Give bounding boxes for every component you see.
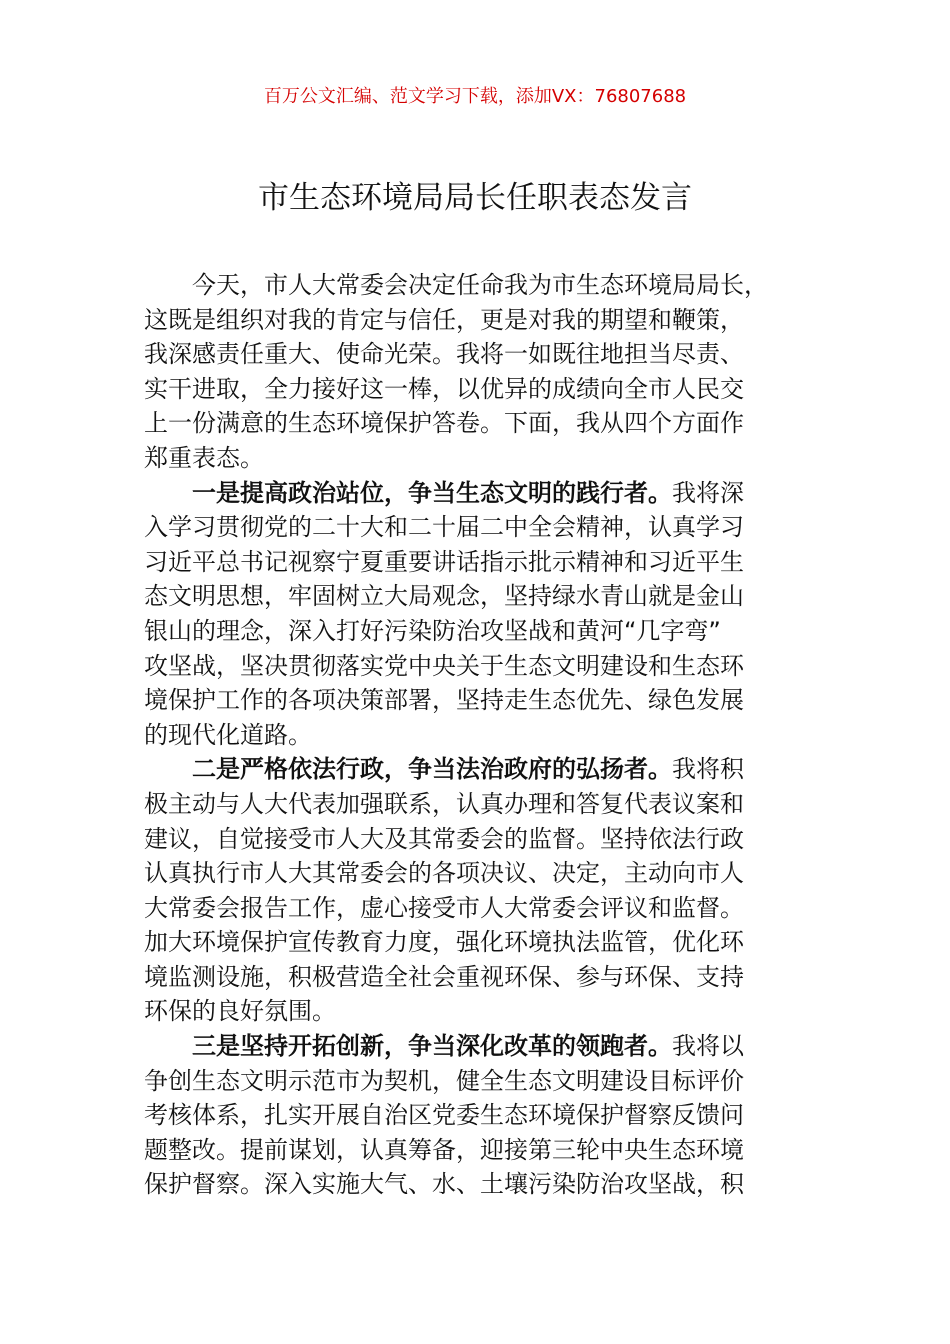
text-line: 我深感责任重大、使命光荣。我将一如既往地担当尽责、 [144,340,744,369]
page-title: 市生态环境局局长任职表态发言 [258,180,692,216]
point-heading: 三是坚持开拓创新，争当深化改革的领跑者。 [192,1032,672,1061]
point-heading: 二是严格依法行政，争当法治政府的弘扬者。 [192,755,672,784]
text-line [144,752,804,787]
text-line: 极主动与人大代表加强联系，认真办理和答复代表议案和 [144,789,744,818]
line-text: 我将以 [672,1032,744,1061]
text-line: 建议，自觉接受市人大及其常委会的监督。坚持依法行政 [144,824,744,853]
text-line: 这既是组织对我的肯定与信任，更是对我的期望和鞭策， [144,305,744,334]
text-line: 大常委会报告工作，虚心接受市人大常委会评议和监督。 [144,893,744,922]
line-text: 我将深 [672,478,744,507]
text-line: 认真执行市人大其常委会的各项决议、决定，主动向市人 [144,859,744,888]
text-line: 今天，市人大常委会决定任命我为市生态环境局局长， [192,271,768,299]
text-line: 加大环境保护宣传教育力度，强化环境执法监管，优化环 [144,928,744,957]
text-line: 的现代化道路。 [144,720,312,749]
text-line: 考核体系，扎实开展自治区党委生态环境保护督察反馈问 [144,1101,744,1130]
text-line: 保护督察。深入实施大气、水、土壤污染防治攻坚战，积 [144,1170,744,1199]
text-line: 态文明思想，牢固树立大局观念，坚持绿水青山就是金山 [144,582,744,611]
point-heading: 一是提高政治站位，争当生态文明的践行者。 [192,478,672,507]
paragraph-point-two [144,752,804,1029]
text-line: 郑重表态。 [144,443,264,472]
document-body [144,268,804,1202]
text-line: 习近平总书记视察宁夏重要讲话指示批示精神和习近平生 [144,547,744,576]
text-line: 境监测设施，积极营造全社会重视环保、参与环保、支持 [144,962,744,991]
text-line: 环保的良好氛围。 [144,997,336,1026]
text-line [144,476,804,511]
text-line: 争创生态文明示范市为契机，健全生态文明建设目标评价 [144,1066,744,1095]
text-line [144,1029,804,1064]
text-line: 入学习贯彻党的二十大和二十届二中全会精神，认真学习 [144,513,744,542]
line-text: 我将积 [672,755,744,784]
paragraph-intro [144,268,804,476]
text-line: 境保护工作的各项决策部署，坚持走生态优先、绿色发展 [144,686,744,715]
text-line: 上一份满意的生态环境保护答卷。下面，我从四个方面作 [144,409,744,438]
text-line: 题整改。提前谋划，认真筹备，迎接第三轮中央生态环境 [144,1135,744,1164]
paragraph-point-three [144,1029,804,1202]
text-line: 攻坚战，坚决贯彻落实党中央关于生态文明建设和生态环 [144,651,744,680]
text-line: 银山的理念，深入打好污染防治攻坚战和黄河“几字弯” [144,616,721,645]
watermark-header: 百万公文汇编、范文学习下载，添加VX：76807688 [263,86,687,107]
text-line: 实干进取，全力接好这一棒，以优异的成绩向全市人民交 [144,374,744,403]
paragraph-point-one [144,476,804,753]
